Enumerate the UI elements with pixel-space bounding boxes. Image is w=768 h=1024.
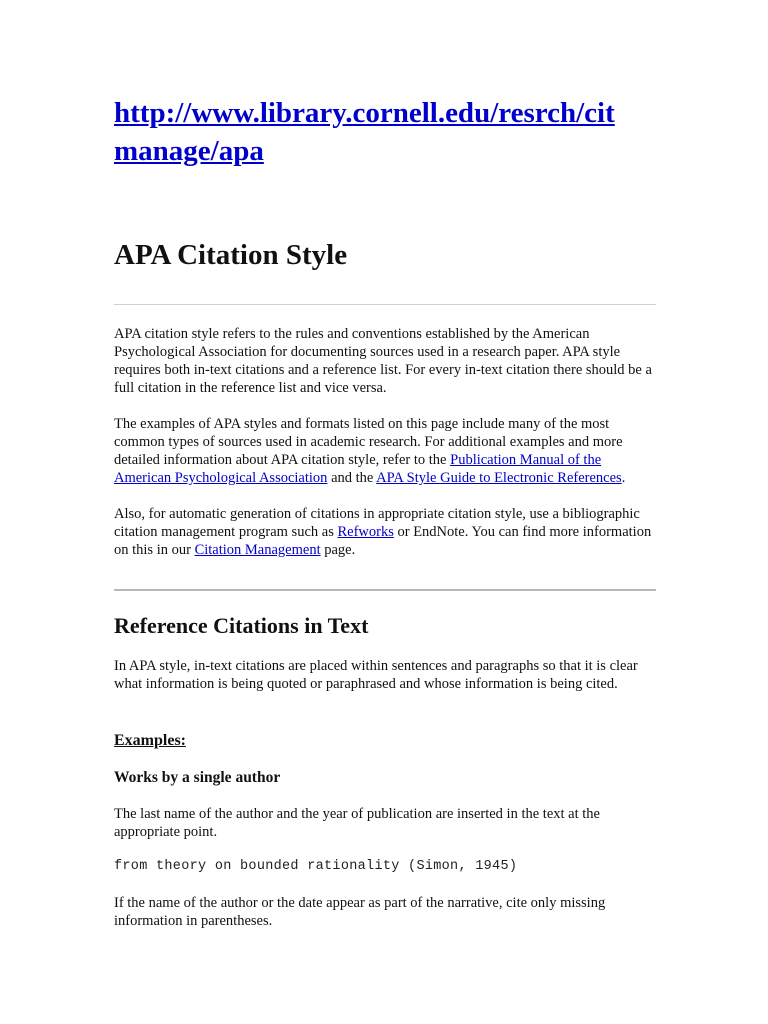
intro-paragraph-2-text-c: . bbox=[621, 470, 626, 486]
examples-label: Examples: bbox=[114, 732, 186, 749]
example-explanation: The last name of the author and the year of publication are inserted in the text at the appropriate point. bbox=[114, 806, 600, 840]
page-title: APA Citation Style bbox=[114, 239, 348, 271]
intro-paragraph-3-text-a: Also, for automatic generation of citations in appropriate citation style, use a bibliographic citation management program such as bbox=[114, 506, 640, 540]
citation-management-link[interactable]: Citation Management bbox=[194, 542, 321, 558]
section-paragraph: In APA style, in-text citations are placed within sentences and paragraphs so that it is clear what information is being quoted or paraphrased and whose information is being cited. bbox=[114, 658, 638, 692]
intro-paragraph-3-text-b: or EndNote. You can find more information on this in our bbox=[114, 524, 652, 558]
source-url-link[interactable] bbox=[114, 97, 615, 167]
refworks-link[interactable]: Refworks bbox=[337, 524, 394, 540]
divider-top bbox=[114, 304, 656, 305]
intro-paragraph-2-text-b: and the bbox=[327, 470, 377, 486]
intro-paragraph-3-text-c: page. bbox=[320, 542, 356, 558]
intro-paragraph-2-text-a: The examples of APA styles and formats listed on this page include many of the most common types of sources used in academic research. For additional examples and more detailed information about APA citation style, refer to the bbox=[114, 416, 623, 468]
source-url-line1: http://www.library.cornell.edu/resrch/cit bbox=[114, 97, 615, 129]
citation-code-example: from theory on bounded rationality (Simon, 1945) bbox=[114, 859, 518, 874]
divider-section bbox=[114, 589, 656, 591]
source-url-heading bbox=[114, 94, 656, 170]
intro-paragraph-2 bbox=[114, 415, 656, 487]
intro-paragraph-3 bbox=[114, 505, 656, 559]
publication-manual-link[interactable]: Publication Manual of the American Psychological Association bbox=[114, 452, 602, 486]
section-heading: Reference Citations in Text bbox=[114, 613, 369, 638]
closing-paragraph: If the name of the author or the date appear as part of the narrative, cite only missing information in parentheses. bbox=[114, 895, 606, 929]
single-author-subheading: Works by a single author bbox=[114, 769, 281, 786]
apa-style-guide-link[interactable]: APA Style Guide to Electronic References bbox=[376, 470, 622, 486]
intro-paragraph-1: APA citation style refers to the rules and conventions established by the American Psychological Association for documenting sources used in a research paper. APA style requires both in-text citations and a reference list. For every in-text citation there should be a full citation in the reference list and vice versa. bbox=[114, 326, 652, 396]
source-url-line2: manage/apa bbox=[114, 135, 264, 167]
